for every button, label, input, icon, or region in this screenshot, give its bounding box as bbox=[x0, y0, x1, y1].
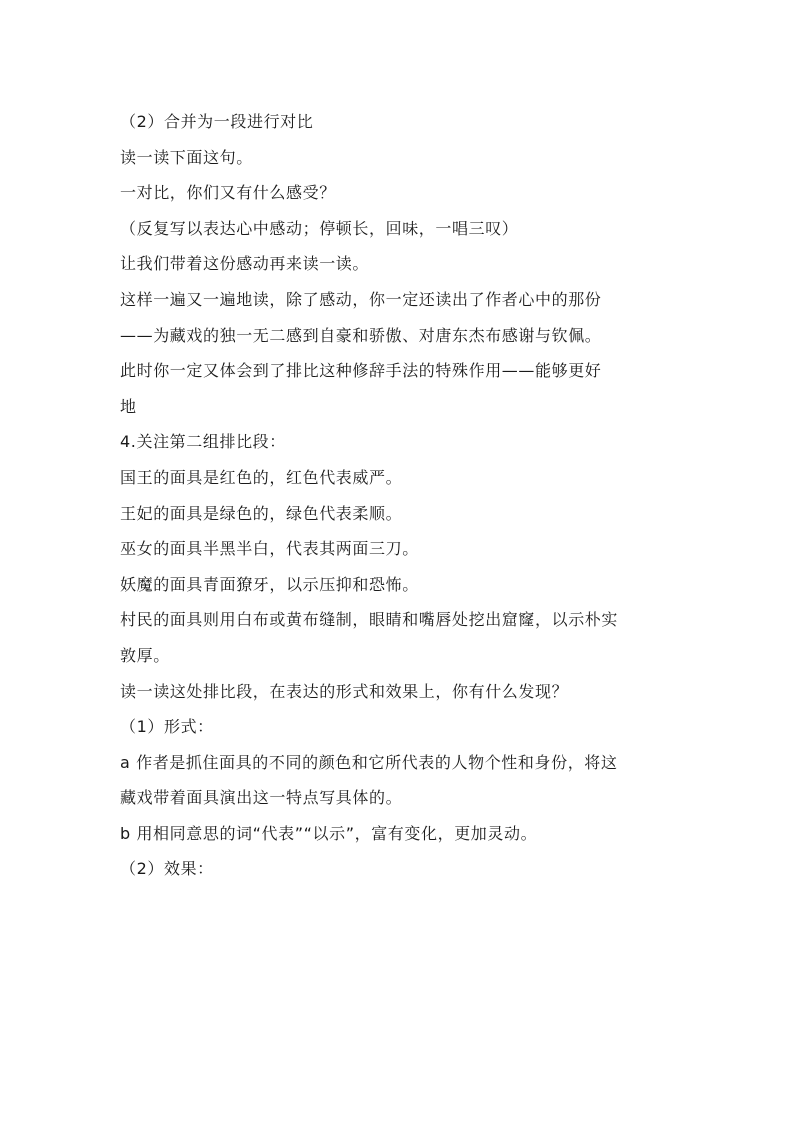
subheading-effect: （2）效果： bbox=[120, 859, 214, 879]
text-line: 一对比，你们又有什么感受？ bbox=[120, 183, 336, 203]
text-line: 地 bbox=[120, 396, 137, 416]
text-line: 妖魔的面具青面獠牙，以示压抑和恐怖。 bbox=[120, 574, 419, 594]
text-line: 这样一遍又一遍地读，除了感动，你一定还读出了作者心中的那份 bbox=[120, 289, 602, 309]
document-body bbox=[120, 104, 680, 887]
text-line: ——为藏戏的独一无二感到自豪和骄傲、对唐东杰布感谢与钦佩。 bbox=[120, 325, 602, 345]
text-line: 藏戏带着面具演出这一特点写具体的。 bbox=[120, 788, 403, 808]
text-line: 读一读这处排比段，在表达的形式和效果上，你有什么发现？ bbox=[120, 681, 569, 701]
subheading-form: （1）形式： bbox=[120, 717, 214, 737]
subheading-merge-compare: （2）合并为一段进行对比 bbox=[120, 112, 314, 131]
text-line: 此时你一定又体会到了排比这种修辞手法的特殊作用——能够更好 bbox=[120, 361, 602, 381]
text-line: 村民的面具则用白布或黄布缝制，眼睛和嘴唇处挖出窟窿，以示朴实 bbox=[120, 610, 619, 630]
text-line: 敦厚。 bbox=[120, 645, 170, 665]
section-heading-4: 4.关注第二组排比段： bbox=[120, 432, 286, 452]
text-line: 王妃的面具是绿色的，绿色代表柔顺。 bbox=[120, 503, 403, 523]
text-line: 让我们带着这份感动再来读一读。 bbox=[120, 254, 370, 274]
list-item-a: a 作者是抓住面具的不同的颜色和它所代表的人物个性和身份，将这 bbox=[120, 752, 618, 772]
text-line: 国王的面具是红色的，红色代表威严。 bbox=[120, 467, 403, 487]
list-item-b: b 用相同意思的词“代表”“以示”，富有变化，更加灵动。 bbox=[120, 823, 538, 843]
text-line: 读一读下面这句。 bbox=[120, 147, 253, 167]
text-line: 巫女的面具半黑半白，代表其两面三刀。 bbox=[120, 539, 419, 559]
text-line: （反复写以表达心中感动；停顿长，回味，一唱三叹） bbox=[120, 218, 519, 238]
